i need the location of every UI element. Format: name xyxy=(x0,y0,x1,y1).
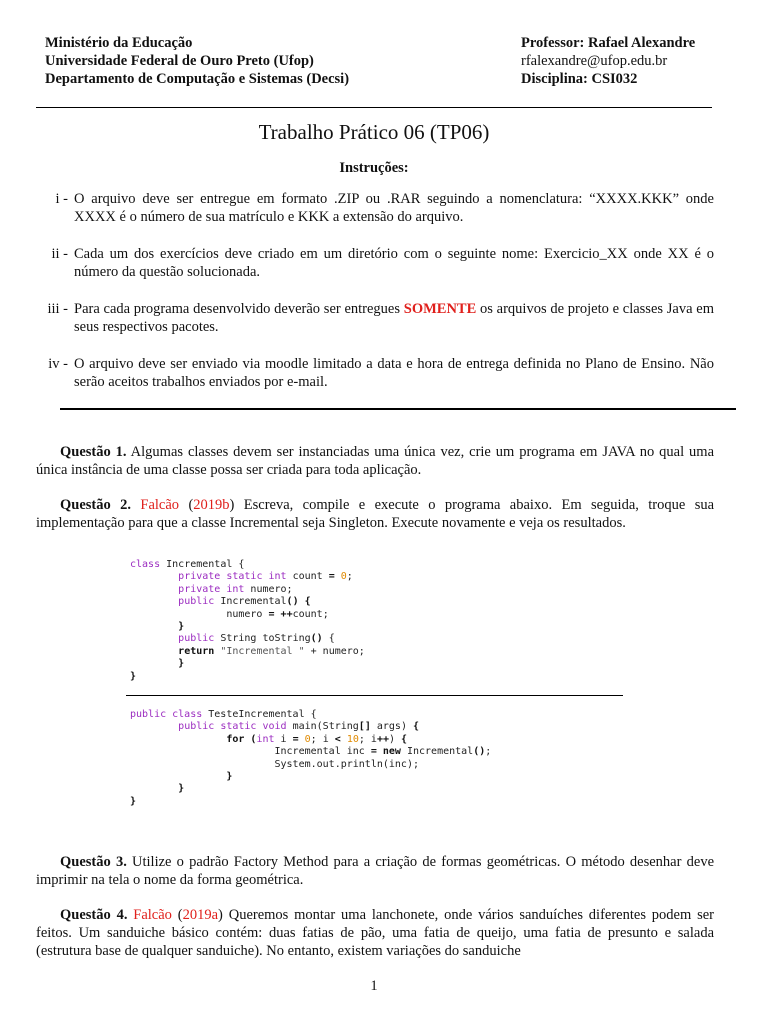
instruction-label: iii - xyxy=(47,301,68,317)
citation-author-link[interactable]: Falcão xyxy=(140,497,180,513)
code-divider xyxy=(126,695,623,696)
code-block-teste-incremental xyxy=(130,709,491,808)
instructions-heading: Instruções: xyxy=(339,160,409,176)
code-line: } xyxy=(178,658,185,670)
code-line: numero = ++count; xyxy=(130,608,329,620)
question-text: Algumas classes devem ser instanciadas uma única vez, crie um programa em JAVA no qual uma única instância de uma classe possa ser criada para toda aplicação. xyxy=(36,444,715,478)
code-line: public class TesteIncremental { xyxy=(130,709,317,720)
code-line: public Incremental() { xyxy=(178,596,311,608)
code-line: private int numero; xyxy=(178,583,293,595)
question-text: Queremos montar uma lanchonete, onde vários sanduíches diferentes podem ser feitos. Um sanduiche básico contém: duas fatias de pão, uma fatia de queijo, uma fatia de presunto e salada (estrutura base de qualquer sanduiche). No entanto, existem variações do sanduiche xyxy=(36,907,714,959)
instruction-text-after: os arquivos de projeto e classes Java em seus respectivos pacotes. xyxy=(74,301,714,335)
page-title: Trabalho Prático 06 (TP06) xyxy=(258,120,490,144)
citation-author-link[interactable]: Falcão xyxy=(133,907,172,923)
header-line-3: Departamento de Computação e Sistemas (Decsi) xyxy=(45,71,350,87)
instructions-divider xyxy=(60,408,736,410)
instruction-item xyxy=(36,245,714,281)
instructions-list xyxy=(36,190,714,410)
professor-name: Professor: Rafael Alexandre xyxy=(521,35,696,51)
code-line: } xyxy=(130,795,137,807)
header-line-2: Universidade Federal de Ouro Preto (Ufop) xyxy=(45,53,314,69)
instruction-label: i - xyxy=(55,191,68,207)
question-2: Questão 2. Falcão (2019b) Escreva, compile e execute o programa abaixo. Em seguida, troque sua implementação para que a classe Incremental seja Singleton. Execute novamente e veja os resultados. xyxy=(36,497,715,531)
instruction-item xyxy=(36,190,714,226)
instruction-text-before: Para cada programa desenvolvido deverão ser entregues xyxy=(74,301,404,317)
instruction-highlight: SOMENTE xyxy=(403,301,477,317)
code-block-incremental xyxy=(130,559,365,683)
instruction-text: O arquivo deve ser entregue em formato .ZIP ou .RAR seguindo a nomenclatura: “XXXX.KKK” onde XXXX é o número de sua matrículo e KKK a extensão do arquivo. xyxy=(74,191,714,225)
code-line: for (int i = 0; i < 10; i++) { xyxy=(226,733,408,745)
question-label: Questão 4. xyxy=(60,907,128,923)
professor-header xyxy=(521,34,695,88)
code-line: } xyxy=(226,771,233,783)
code-line: } xyxy=(178,783,185,795)
code-line: } xyxy=(178,621,185,633)
code-line: public String toString() { xyxy=(178,633,335,645)
citation-year-link[interactable]: 2019b xyxy=(193,497,230,513)
question-label: Questão 1. xyxy=(60,444,127,460)
citation-year-link[interactable]: 2019a xyxy=(182,907,219,923)
code-line: class Incremental { xyxy=(130,559,245,570)
question-4: Questão 4. Falcão (2019a) Queremos montar uma lanchonete, onde vários sanduíches diferentes podem ser feitos. Um sanduiche básico contém: duas fatias de pão, uma fatia de queijo, uma fatia de presunto e salada (estrutura base de qualquer sanduiche). No entanto, existem variações do sanduiche xyxy=(36,907,714,959)
instruction-text: Cada um dos exercícios deve criado em um diretório com o seguinte nome: Exercicio_XX onde XX é o número da questão solucionada. xyxy=(74,246,714,280)
institution-header xyxy=(45,34,349,88)
instruction-text: O arquivo deve ser enviado via moodle limitado a data e hora de entrega definida no Plano de Ensino. Não serão aceitos trabalhos enviados por e-mail. xyxy=(74,356,714,390)
question-text: Utilize o padrão Factory Method para a criação de formas geométricas. O método desenhar deve imprimir na tela o nome da forma geométrica. xyxy=(36,854,715,888)
question-3 xyxy=(36,853,714,889)
professor-email: rfalexandre@ufop.edu.br xyxy=(521,53,668,69)
question-text: Escreva, compile e execute o programa abaixo. Em seguida, troque sua implementação para que a classe Incremental seja Singleton. Execute novamente e veja os resultados. xyxy=(36,497,715,531)
instruction-item xyxy=(36,355,714,391)
instruction-label: ii - xyxy=(51,246,68,262)
instruction-label: iv - xyxy=(48,356,68,372)
code-line: System.out.println(inc); xyxy=(130,758,419,770)
question-1 xyxy=(36,443,714,479)
code-line: } xyxy=(130,670,137,682)
page-number: 1 xyxy=(370,978,378,994)
code-line: return "Incremental " + numero; xyxy=(178,645,365,657)
header-divider xyxy=(36,107,712,108)
question-label: Questão 3. xyxy=(60,854,127,870)
code-line: Incremental inc = new Incremental(); xyxy=(130,746,492,758)
code-line: private static int count = 0; xyxy=(178,571,353,583)
instruction-item xyxy=(36,300,714,336)
question-label: Questão 2. xyxy=(60,497,132,513)
header-line-1: Ministério da Educação xyxy=(45,35,193,51)
code-line: public static void main(String[] args) { xyxy=(178,721,420,733)
discipline: Disciplina: CSI032 xyxy=(521,71,638,87)
